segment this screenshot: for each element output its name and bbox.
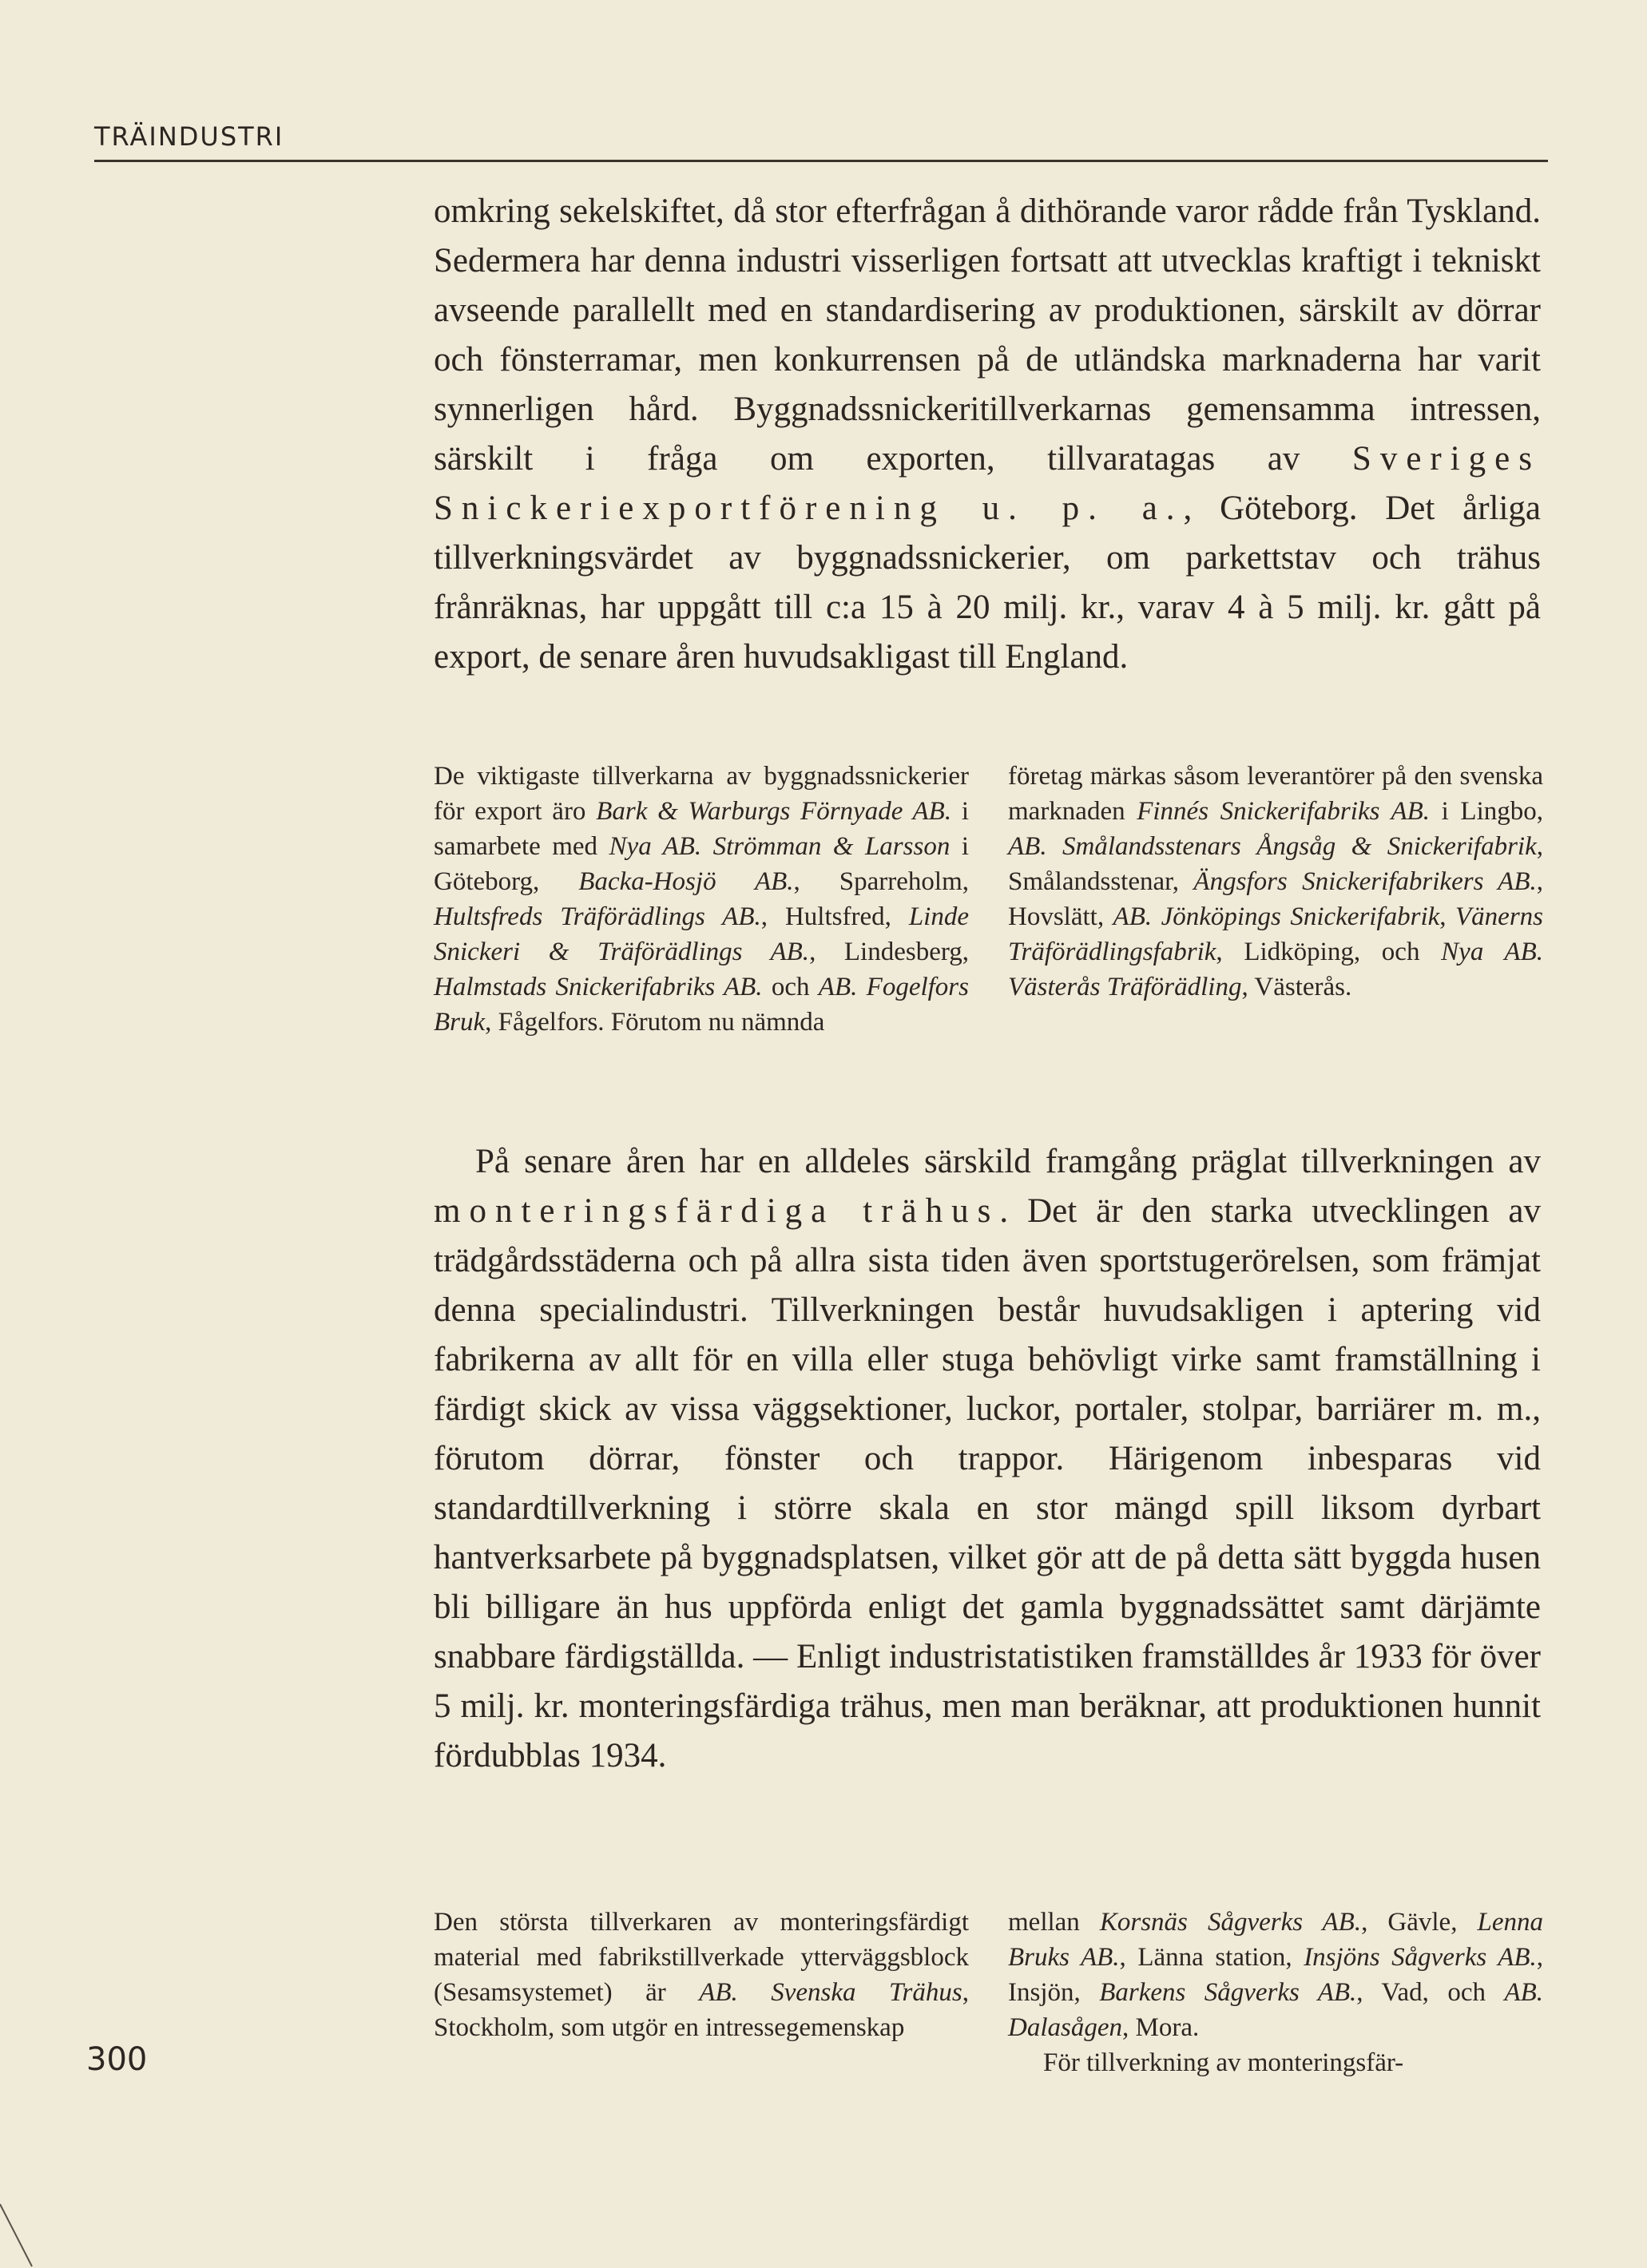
text-run: , Lindesberg, [809, 938, 969, 966]
text-run: , Lidköping, och [1216, 938, 1442, 966]
body-paragraph-2 [434, 1137, 1541, 1880]
para2-text-a: På senare åren har en alldeles särskild framgång präglat tillverkningen av [475, 1143, 1541, 1180]
company-name: Lenna Bruks AB. [1008, 1908, 1543, 1972]
text-run: , Sparreholm, [793, 867, 969, 896]
company-name: AB. Jönköpings Snickerifabrik [1113, 902, 1440, 931]
text-run: i Lingbo, [1430, 797, 1544, 826]
text-run: mellan [1008, 1908, 1100, 1937]
text-run: , Västerås. [1241, 973, 1352, 1001]
company-name: Bark & Warburgs Förnyade AB. [596, 797, 952, 826]
text-run: , Hovslätt, [1008, 867, 1543, 931]
body-paragraph-1 [434, 187, 1541, 738]
company-name: Backa-Hosjö AB. [578, 867, 794, 896]
smalltext-col-1 [434, 759, 969, 1110]
company-name: Finnés Snickerifabriks AB. [1137, 797, 1431, 826]
company-name: AB. Smålandsstenars Ångsåg & Snickerifabrik [1008, 832, 1537, 861]
text-run: , Fågelfors. Förutom nu nämnda [485, 1008, 825, 1037]
company-name: AB. Dalasågen [1008, 1978, 1544, 2042]
text-run: , Smålandsstenar, [1008, 832, 1543, 896]
smalltext-col-3 [434, 1905, 969, 2088]
text-run: , Gävle, [1361, 1908, 1478, 1937]
text-run: , Hultsfred, [760, 902, 909, 931]
text-run: företag märkas såsom leverantörer på den svenska marknaden [1008, 762, 1543, 826]
para1-text-a: omkring sekelskiftet, då stor efterfrågan å dithörande varor rådde från Tyskland. Sedermera har denna industri visserligen fortsatt att utvecklas kraftigt i tekniskt avseende parallellt med en standardisering av produktionen, särskilt av dörrar och fönsterramar, men konkurrensen på de utländska marknaderna har varit synnerligen hård. Byggnadssnickeritillverkarnas gemensamma intressen, särskilt i fråga om exporten, tillvaratagas av [434, 192, 1541, 478]
company-name: Ängsfors Snickerifabrikers AB. [1193, 867, 1537, 896]
company-name: Insjöns Sågverks AB. [1304, 1943, 1537, 1972]
company-name: Halmstads Snickerifabriks AB. [434, 973, 763, 1001]
text-run: i Göteborg, [434, 832, 969, 896]
text-run: Den största tillverkaren av monteringsfärdigt material med fabrikstillverkade ytterväggsblock (Sesamsystemet) är [434, 1908, 969, 2007]
term-spaced: monteringsfärdiga trähus [434, 1192, 1000, 1230]
company-name: Nya AB. Västerås Träförädling [1008, 938, 1543, 1001]
smalltext-col-4 [1008, 1905, 1543, 2088]
header-rule [94, 160, 1548, 162]
company-name: AB. Svenska Trähus [699, 1978, 962, 2007]
text-run: , Vad, och [1356, 1978, 1505, 2007]
text-run: och [762, 973, 819, 1001]
company-name: Vänerns Träförädlingsfabrik [1008, 902, 1544, 966]
text-run: i samarbete med [434, 797, 970, 861]
company-name: Hultsfreds Träförädlings AB. [434, 902, 761, 931]
text-run: , [1439, 902, 1456, 931]
text-run: , Insjön, [1008, 1943, 1544, 2007]
company-name: Linde Snickeri & Träförädlings AB. [434, 902, 969, 966]
company-name: Barkens Sågverks AB. [1099, 1978, 1357, 2007]
text-run: , Mora. [1122, 2013, 1200, 2042]
running-head: TRÄINDUSTRI [94, 121, 284, 152]
company-name: Korsnäs Sågverks AB. [1099, 1908, 1362, 1937]
smalltext-col-2 [1008, 759, 1543, 1078]
para2-text-b: . Det är den starka utvecklingen av trädgårdsstäderna och på allra sista tiden även sportstugerörelsen, som främjat denna specialindustri. Tillverkningen består huvudsakligen i aptering vid fabrikerna av allt för en villa eller stuga behövligt virke samt framställning i färdigt skick av vissa väggsektioner, luckor, portaler, stolpar, barriärer m. m., förutom dörrar, fönster och trappor. Härigenom inbesparas vid standardtillverkning i större skala en stor mängd spill liksom dyrbart hantverksarbete på byggnadsplatsen, vilket gör att de på detta sätt byggda husen bli billigare än hus uppförda enligt det gamla byggnadssättet samt därjämte snabbare färdigställda. — Enligt industristatistiken framställdes år 1933 för över 5 milj. kr. monteringsfärdiga trähus, men man beräknar, att produktionen hunnit fördubblas 1934. [434, 1192, 1541, 1774]
company-name: Nya AB. Strömman & Larsson [609, 832, 950, 861]
text-run: , Stockholm, som utgör en intressegemenskap [434, 1978, 969, 2042]
text-run: De viktigaste tillverkarna av byggnadssnickerier för export äro [434, 762, 969, 826]
company-name: AB. Fogelfors Bruk [434, 973, 969, 1037]
org-name-spaced: Sveriges Snickeriexportförening u. p. a. [434, 440, 1541, 527]
page-number: 300 [86, 2041, 148, 2078]
para1-text-b: , Göteborg. Det årliga tillverkningsvärdet av byggnadssnickerier, om parkettstav och trähus frånräknas, har uppgått till c:a 15 à 20 milj. kr., varav 4 à 5 milj. kr. gått på export, de senare åren huvudsakligast till England. [434, 490, 1541, 676]
text-run: , Länna station, [1119, 1943, 1304, 1972]
page-corner-mark [0, 2196, 35, 2268]
text-run: För tillverkning av monteringsfär- [1043, 2048, 1404, 2077]
